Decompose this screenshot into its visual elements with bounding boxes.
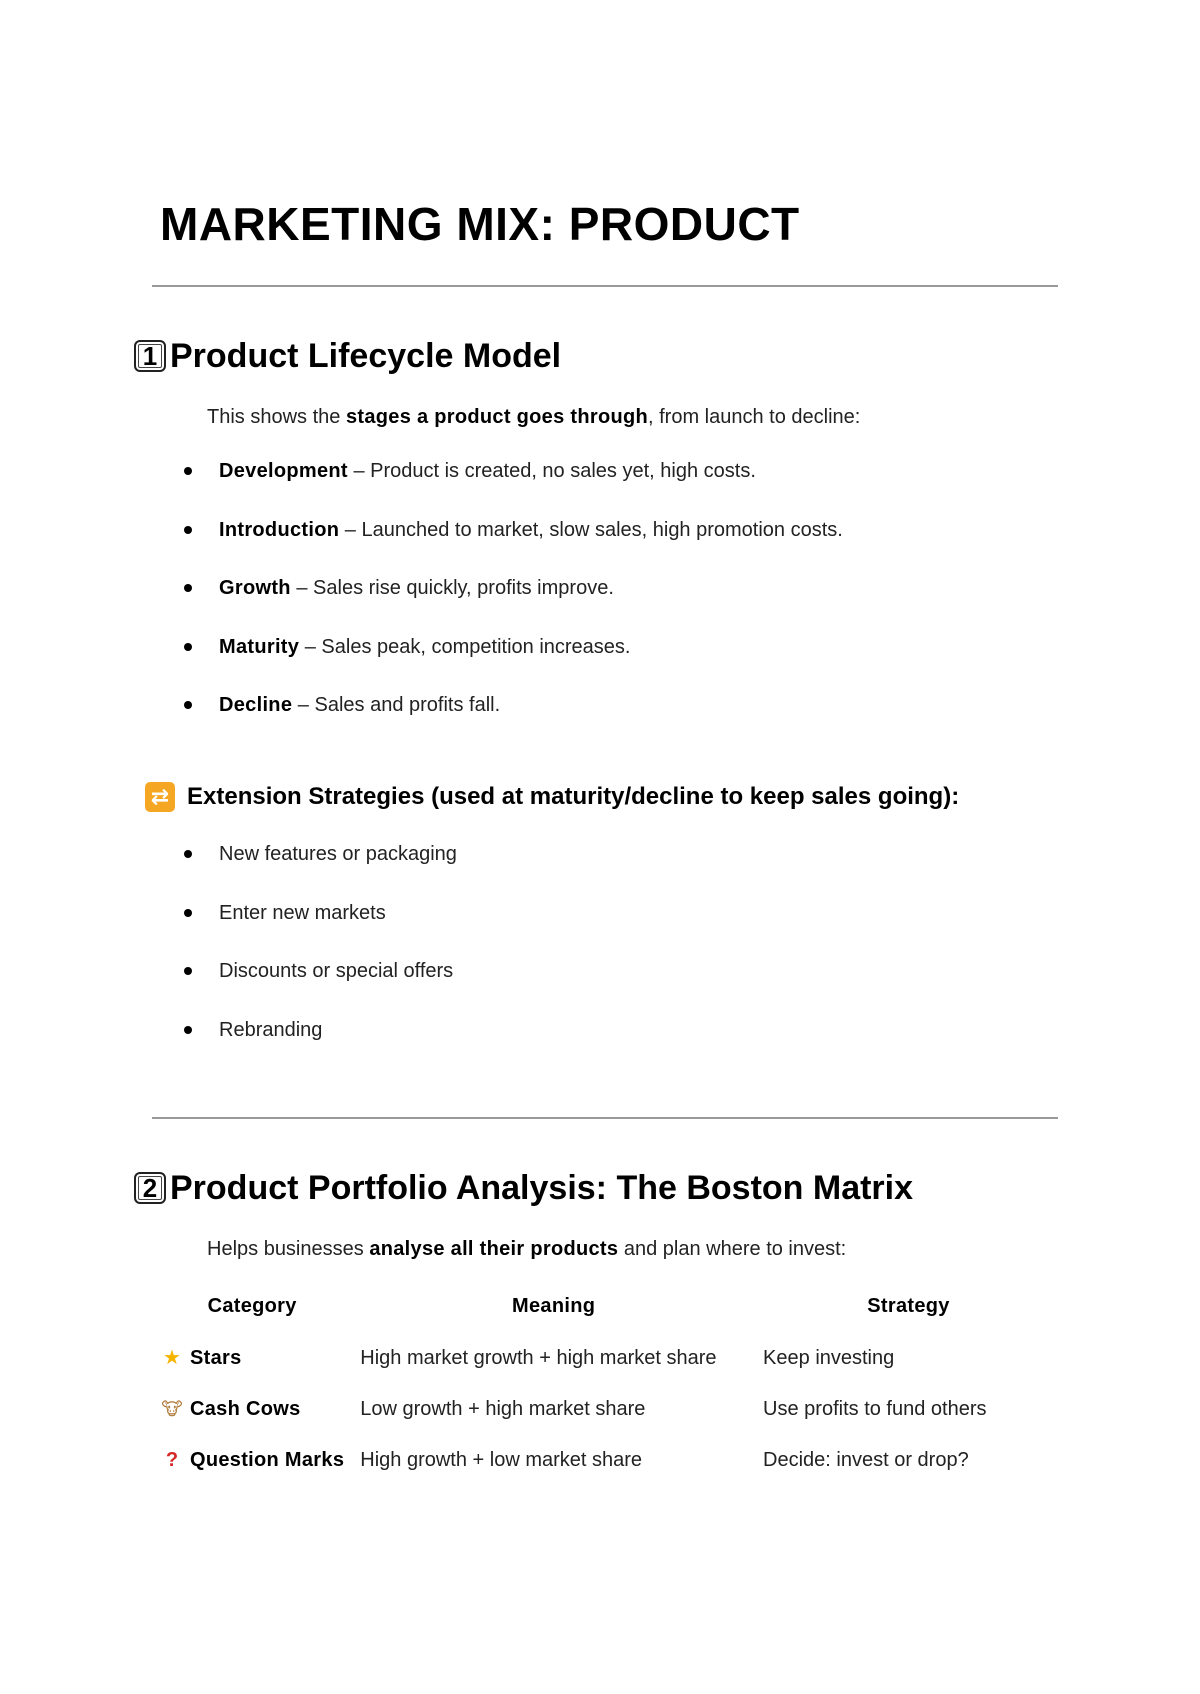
table-row <box>152 1335 1062 1386</box>
divider <box>152 1117 1058 1119</box>
strategy-text: Enter new markets <box>219 901 386 924</box>
category-cell <box>152 1386 352 1437</box>
cow-icon: 🐮 <box>161 1399 183 1419</box>
stage-term: Development <box>219 460 348 482</box>
category-label: Question Marks <box>190 1449 345 1471</box>
table-row <box>152 1437 1062 1488</box>
strategy-text: Discounts or special offers <box>219 960 454 982</box>
keycap-digit-icon: 1 <box>134 340 166 372</box>
section-title: Product Lifecycle Model <box>170 337 562 375</box>
question-icon: ? <box>165 1449 179 1471</box>
section-intro <box>207 404 860 430</box>
bullet-icon <box>184 967 192 975</box>
section-heading-lifecycle <box>134 336 561 376</box>
bullet-icon <box>184 1026 192 1034</box>
stage-description: – Product is created, no sales yet, high costs. <box>347 460 756 482</box>
boston-matrix-table <box>152 1295 1062 1488</box>
bullet-icon <box>184 526 192 534</box>
star-icon: ★ <box>163 1347 181 1369</box>
strategy-text: Rebranding <box>219 1018 323 1041</box>
keycap-digit-icon: 2 <box>134 1172 166 1204</box>
stage-term: Growth <box>219 577 291 599</box>
table-header-row <box>152 1295 1062 1335</box>
intro-text: Helps businesses <box>207 1238 370 1260</box>
intro-emphasis: stages a product goes through <box>345 406 649 428</box>
divider <box>152 285 1058 287</box>
section-title: Product Portfolio Analysis: The Boston Matrix <box>170 1169 914 1207</box>
category-cell <box>152 1335 352 1386</box>
strategy-text: New features or packaging <box>219 843 457 865</box>
bullet-icon <box>184 850 192 858</box>
bullet-icon <box>184 701 192 709</box>
intro-text: , from launch to decline: <box>648 406 861 428</box>
category-cell <box>152 1437 352 1488</box>
page-title: MARKETING MIX: PRODUCT <box>160 198 800 250</box>
section-intro <box>207 1236 846 1262</box>
intro-text: This shows the <box>207 406 346 428</box>
extension-strategies-heading <box>145 781 959 813</box>
strategy-cell: Keep investing <box>763 1347 895 1369</box>
strategy-cell: Decide: invest or drop? <box>763 1449 969 1471</box>
bullet-icon <box>184 467 192 475</box>
repeat-icon: ⇄ <box>145 782 175 812</box>
category-label: Stars <box>190 1347 242 1369</box>
meaning-cell: Low growth + high market share <box>360 1398 646 1420</box>
stage-description: – Sales peak, competition increases. <box>299 635 631 658</box>
intro-emphasis: analyse all their products <box>369 1238 619 1260</box>
bullet-icon <box>184 909 192 917</box>
stage-term: Maturity <box>219 635 300 658</box>
section-heading-boston-matrix <box>134 1168 913 1208</box>
subheading-text: Extension Strategies (used at maturity/decline to keep sales going): <box>187 783 960 810</box>
stage-description: – Sales and profits fall. <box>292 694 501 716</box>
stage-description: – Sales rise quickly, profits improve. <box>290 577 614 599</box>
column-header: Strategy <box>867 1295 950 1317</box>
meaning-cell: High market growth + high market share <box>360 1347 717 1369</box>
stage-term: Introduction <box>219 518 340 541</box>
meaning-cell: High growth + low market share <box>360 1449 643 1471</box>
bullet-icon <box>184 643 192 651</box>
column-header: Meaning <box>512 1295 596 1317</box>
stage-description: – Launched to market, slow sales, high promotion costs. <box>339 518 843 541</box>
intro-text: and plan where to invest: <box>618 1238 847 1260</box>
strategy-cell: Use profits to fund others <box>763 1398 987 1420</box>
bullet-icon <box>184 584 192 592</box>
stage-term: Decline <box>219 694 293 716</box>
table-row <box>152 1386 1062 1437</box>
column-header: Category <box>207 1295 297 1317</box>
category-label: Cash Cows <box>190 1398 301 1420</box>
